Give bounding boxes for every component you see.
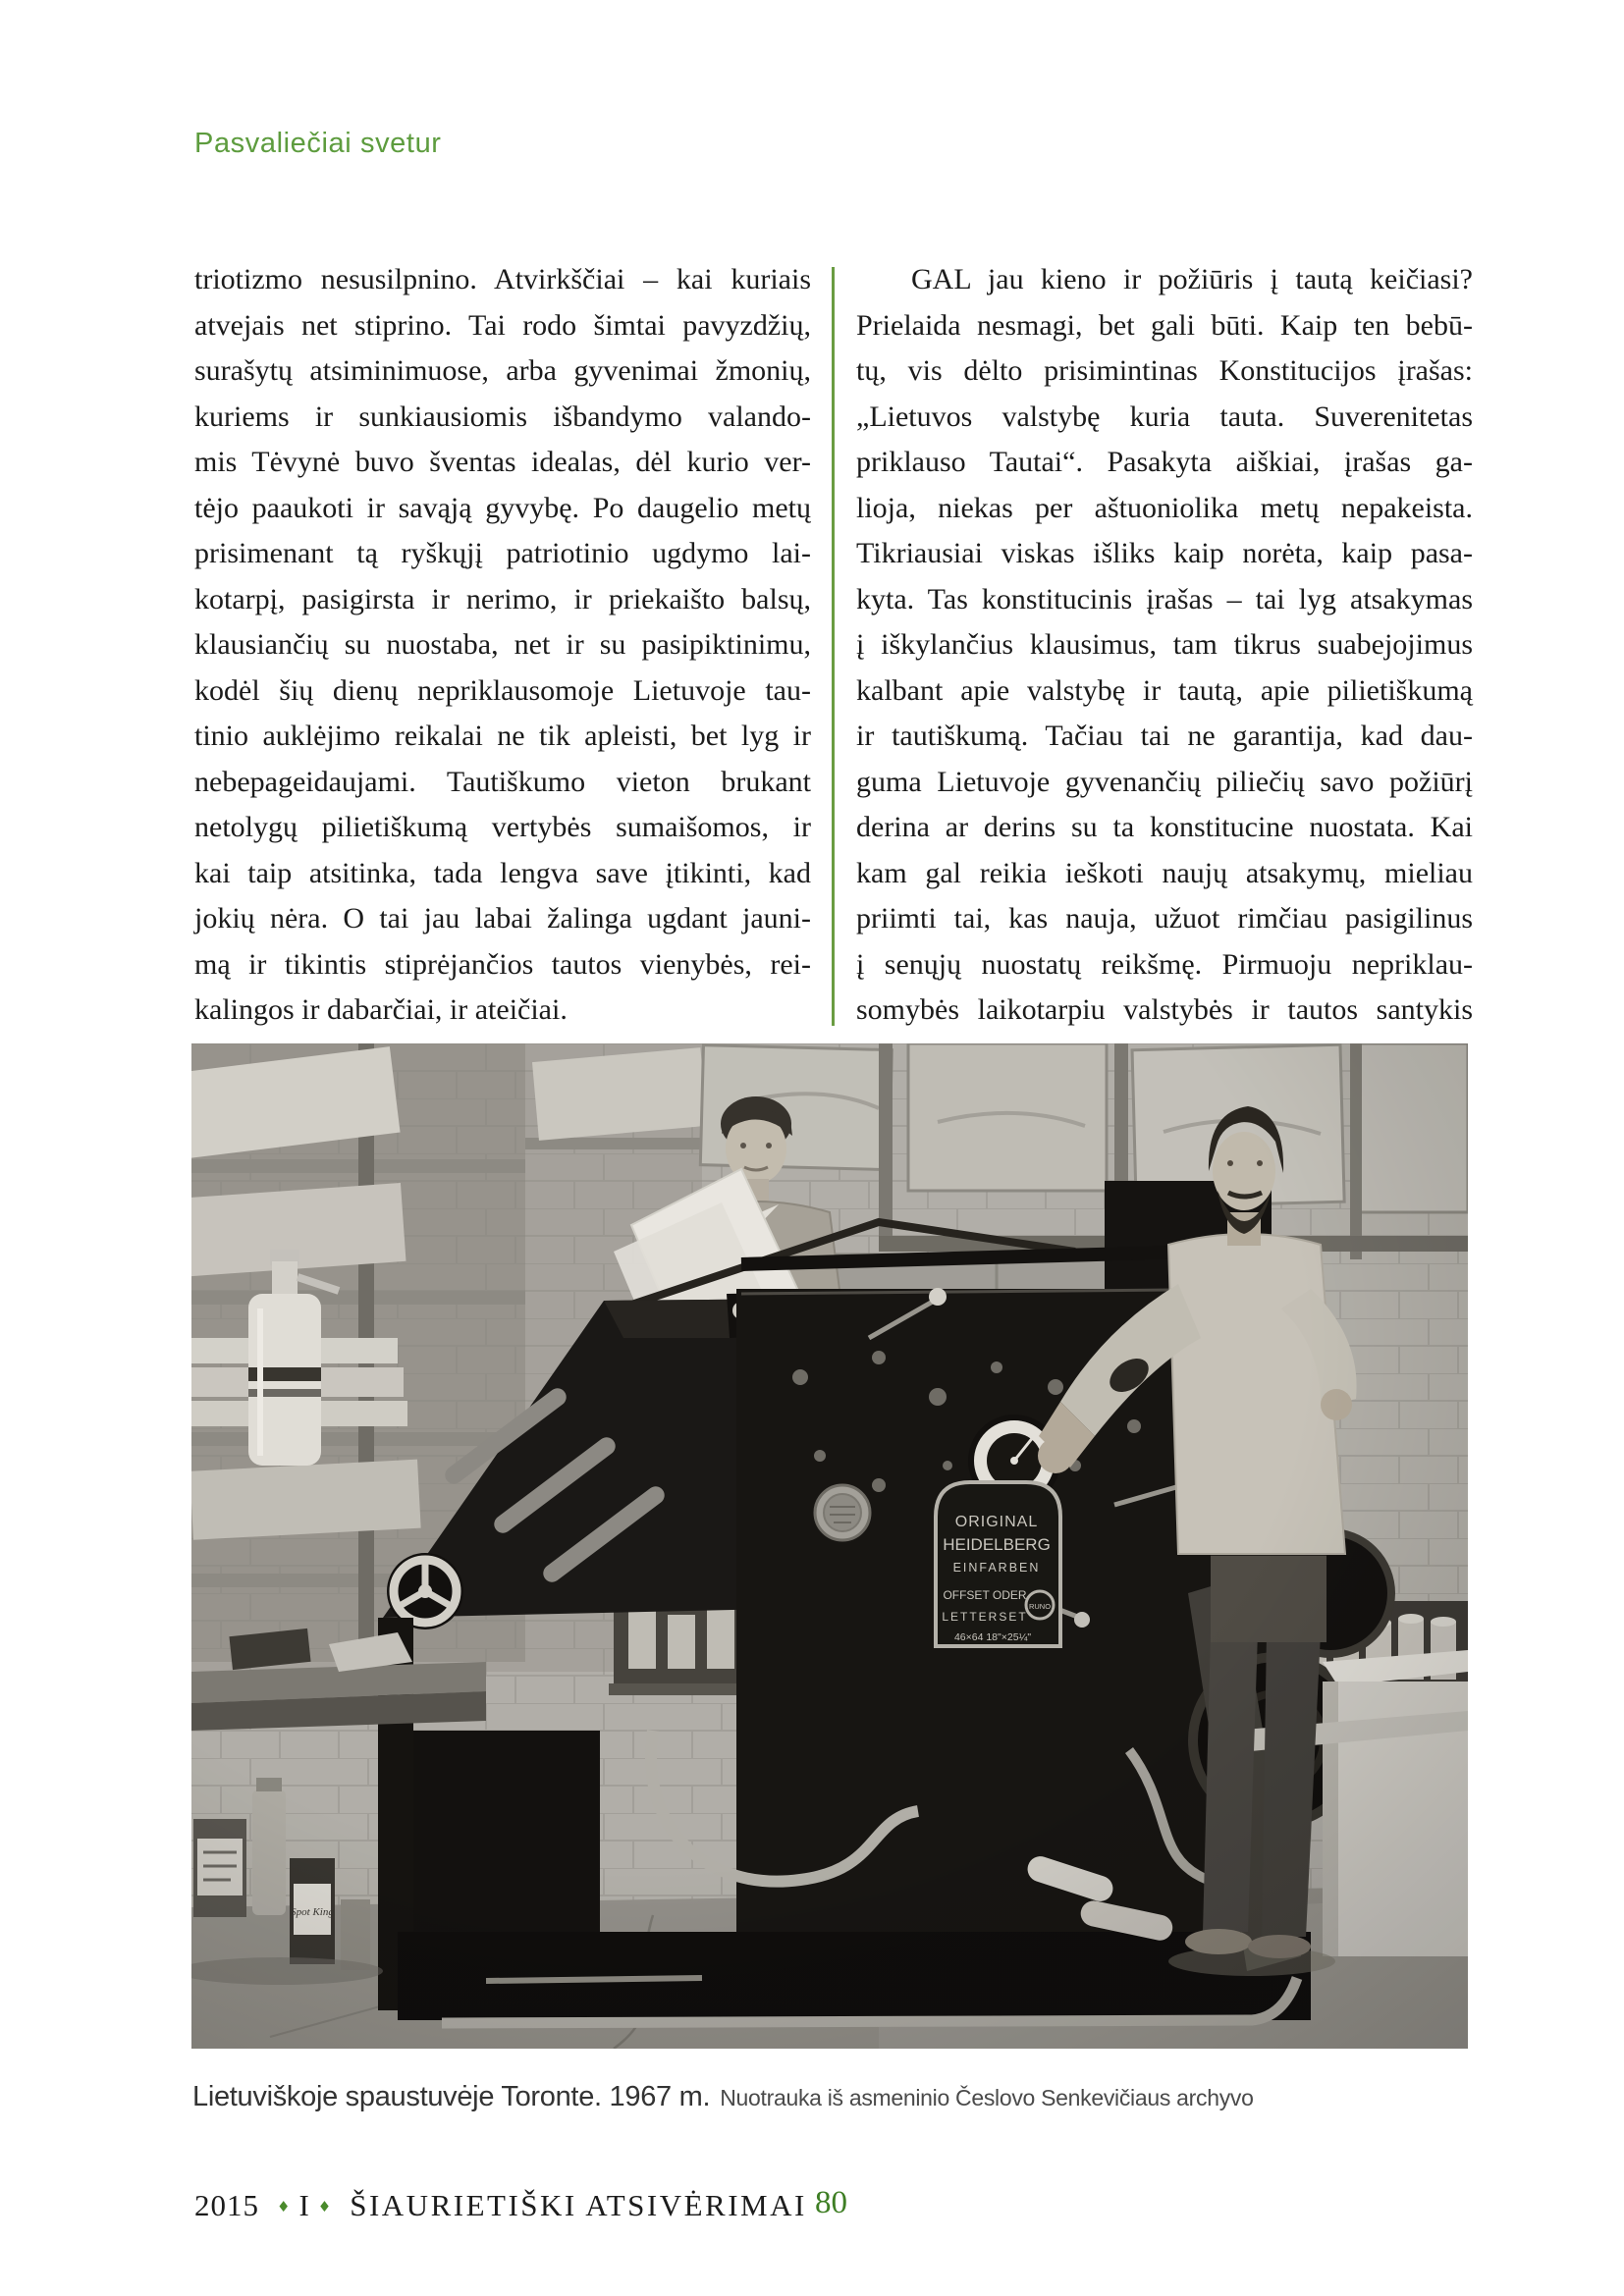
section-header: Pasvaliečiai svetur	[194, 128, 442, 159]
article-text-line: guma Lietuvoje gyvenančių piliečių savo požiūrį	[856, 765, 1473, 798]
article-text-line: somybės laikotarpiu valstybės ir tautos santykis	[856, 993, 1473, 1026]
page-footer	[194, 2188, 807, 2223]
photo-caption-main: Lietuviškoje spaustuvėje Toronte. 1967 m.	[192, 2081, 711, 2112]
article-text-line: Tikriausiai viskas išliks kaip norėta, kaip pasa-	[856, 537, 1473, 569]
printing-press-photo	[191, 1043, 1468, 2049]
diamond-separator-icon: ♦	[277, 2198, 291, 2216]
article-text-line: surašytų atsiminimuose, arba gyvenimai žmonių,	[194, 354, 811, 387]
article-text-line: ir tautiškumą. Tačiau tai ne garantija, kad dau-	[856, 720, 1473, 752]
article-text-line: prisimenant tą ryškųjį patriotinio ugdymo lai-	[194, 537, 811, 569]
article-text-line: GAL jau kieno ir požiūris į tautą keičiasi?	[911, 263, 1473, 295]
footer-journal-title: ŠIAURIETIŠKI ATSIVĖRIMAI	[350, 2188, 807, 2222]
article-text-line: mą ir tikintis stiprėjančios tautos vienybės, rei-	[194, 947, 811, 981]
article-text-line: netolygų pilietiškumą vertybės sumaišomos, ir	[194, 811, 811, 843]
article-text-line: priimti tai, kas nauja, užuot rimčiau pasigilinus	[856, 902, 1473, 934]
article-text-line: į senųjų nuostatų reikšmę. Pirmuoju nepriklau-	[856, 947, 1473, 981]
article-text-line: kalbant apie valstybę ir tautą, apie pilietiškumą	[856, 673, 1473, 707]
article-left-column	[194, 257, 811, 1034]
article-right-column	[856, 257, 1473, 1034]
article-text-line: kotarpį, pasigirsta ir nerimo, ir priekaišto balsų,	[194, 582, 811, 615]
article-text-line: kai taip atsitinka, tada lengva save įtikinti, kad	[194, 856, 811, 889]
article-text-line: kuriems ir sunkiausiomis išbandymo valando-	[194, 400, 811, 433]
article-text-line: kodėl šių dienų nepriklausomoje Lietuvoje tau-	[194, 673, 811, 707]
article-text-line: kalingos ir dabarčiai, ir ateičiai.	[194, 993, 568, 1026]
footer-year: 2015	[194, 2188, 259, 2222]
article-text-line: kam gal reikia ieškoti naujų atsakymų, mieliau	[856, 856, 1473, 889]
article-text-line: klausiančių su nuostaba, net ir su pasipiktinimu,	[194, 628, 811, 661]
article-text-line: nebepageidaujami. Tautiškumo vieton brukant	[194, 765, 811, 798]
article-text-line: priklauso Tautai“. Pasakyta aiškiai, įrašas ga-	[856, 446, 1473, 478]
article-text-line: lioja, niekas per aštuoniolika metų nepakeista.	[856, 491, 1473, 524]
article-text-line: mis Tėvynė buvo šventas idealas, dėl kurio ver-	[194, 446, 811, 478]
article-text-line: jokių nėra. O tai jau labai žalinga ugdant jauni-	[194, 902, 811, 934]
article-text-line: tinio auklėjimo reikalai ne tik apleisti, bet lyg ir	[194, 720, 811, 752]
article-text-line: tėjo paaukoti ir savąją gyvybę. Po daugelio metų	[194, 491, 811, 524]
article-text-line: tų, vis dėlto prisimintinas Konstitucijos įrašas:	[856, 354, 1473, 387]
photo-caption	[192, 2081, 1430, 2113]
diamond-separator-icon: ♦	[317, 2198, 332, 2216]
column-divider-rule	[832, 267, 835, 1026]
article-text-line: atvejais net stiprino. Tai rodo šimtai pavyzdžių,	[194, 308, 811, 342]
printing-press-photo-illustration	[191, 1043, 1468, 2049]
article-text-line: derina ar derins su ta konstitucine nuostata. Kai	[856, 811, 1473, 843]
article-text-line: „Lietuvos valstybę kuria tauta. Suverenitetas	[856, 400, 1473, 433]
article-text-line: kyta. Tas konstitucinis įrašas – tai lyg atsakymas	[856, 582, 1473, 615]
article-text-line: triotizmo nesusilpnino. Atvirkščiai – kai kuriais	[194, 263, 811, 295]
article-text-line: į iškylančius klausimus, tam tikrus suabejojimus	[856, 628, 1473, 661]
photo-caption-credit: Nuotrauka iš asmeninio Česlovo Senkevičiaus archyvo	[720, 2085, 1254, 2110]
page-number: 80	[815, 2185, 847, 2220]
footer-issue-number: I	[298, 2188, 309, 2222]
article-text-line: Prielaida nesmagi, bet gali būti. Kaip ten bebū-	[856, 308, 1473, 342]
